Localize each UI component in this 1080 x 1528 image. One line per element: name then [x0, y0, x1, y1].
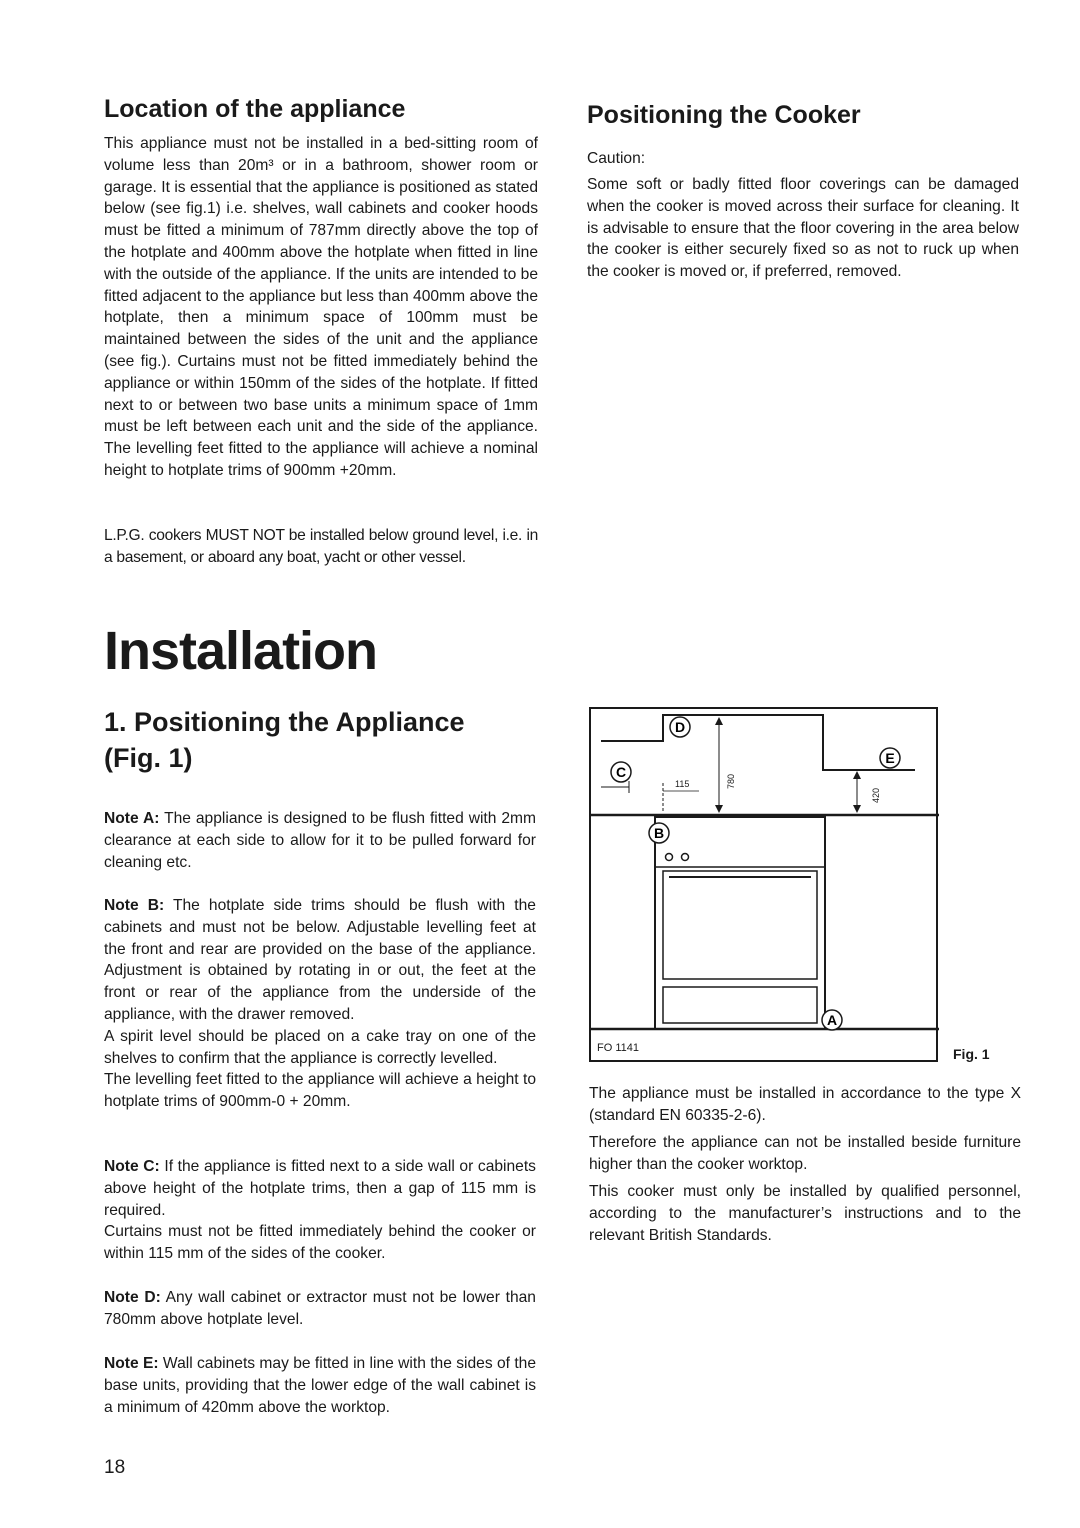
wall-cabinet-outline	[601, 715, 915, 770]
location-paragraph: This appliance must not be installed in a bed-sitting room of volume less than 20m³ or in a bathroom, shower room or garage. It is essential that the appliance is positioned as stated below (see fig.1) i.e. shelves, wall cabinets and cooker hoods must be fitted a minimum of 787mm directly above the top of the hotplate and 400mm above the hotplate when fitted in line with the outside of the appliance. If the units are intended to be fitted adjacent to the appliance but less than 400mm above the hotplate, then a minimum space of 100mm must be maintained between the sides of the unit and the appliance (see fig.). Curtains must not be fitted immediately behind the appliance or within 150mm of the sides of the hotplate. If fitted next to or between two base units a minimum space of 1mm must be left between each unit and the side of the appliance. The levelling feet fitted to the appliance will achieve a nominal height to hotplate trims of 900mm +20mm.	[104, 135, 538, 479]
note-c-para2: Curtains must not be fitted immediately behind the cooker or within 115 mm of the sides of the cooker.	[104, 1223, 536, 1263]
cooker-body	[655, 817, 825, 1029]
page-title: Installation	[104, 621, 378, 681]
note-a-label: Note A:	[104, 810, 160, 827]
dim-115-label: 115	[675, 779, 690, 789]
knob-2-icon	[682, 854, 689, 861]
svg-text:D: D	[674, 719, 686, 735]
svg-text:C: C	[615, 764, 627, 780]
installation-diagram	[589, 707, 939, 1063]
note-e	[104, 1353, 536, 1418]
note-e-label: Note E:	[104, 1355, 159, 1372]
section-heading	[104, 704, 544, 776]
caution-label: Caution:	[587, 150, 646, 167]
location-heading: Location of the appliance	[104, 95, 406, 123]
note-d-text: Any wall cabinet or extractor must not be lower than 780mm above hotplate level.	[104, 1289, 536, 1328]
note-b-label: Note B:	[104, 897, 165, 914]
note-a-text: The appliance is designed to be flush fitted with 2mm clearance at each side to allow for it to be pulled forward for cleaning etc.	[104, 810, 536, 871]
svg-text:A: A	[826, 1012, 838, 1028]
note-e-text: Wall cabinets may be fitted in line with the sides of the base units, providing that the lower edge of the wall cabinet is a minimum of 420mm above the worktop.	[104, 1355, 537, 1416]
drawer	[663, 987, 817, 1023]
label-a	[822, 1010, 842, 1030]
note-b-text: The hotplate side trims should be flush with the cabinets and must not be below. Adjustable levelling feet at the front and rear are provided on the base of the appliance. Adjustment is obtained by rotating in or out, the feet at the front or rear of the appliance from the underside of the appliance, with the drawer removed.	[104, 897, 536, 1023]
note-b-para2: A spirit level should be placed on a cake tray on one of the shelves to confirm that the appliance is correctly levelled.	[104, 1027, 536, 1067]
note-b	[104, 895, 536, 1113]
note-a	[104, 808, 536, 873]
page-number: 18	[104, 1457, 126, 1478]
section-heading-line1: 1. Positioning the Appliance	[104, 707, 465, 737]
note-b-para3: The levelling feet fitted to the appliance will achieve a height to hotplate trims of 900mm-0 + 20mm.	[104, 1071, 536, 1111]
figure-code: FO 1141	[597, 1042, 639, 1054]
qualified-personnel-paragraph: This cooker must only be installed by qualified personnel, according to the manufacturer’s instructions and to the relevant British Standards.	[589, 1183, 1021, 1244]
standard-paragraph: The appliance must be installed in accordance to the type X (standard EN 60335-2-6).	[589, 1085, 1021, 1124]
oven-door	[663, 871, 817, 979]
note-d	[104, 1287, 536, 1331]
note-c-text: If the appliance is fitted next to a side wall or cabinets above height of the hotplate trims, then a gap of 115 mm is required.	[104, 1158, 536, 1219]
note-c-para1	[104, 1156, 536, 1221]
knob-1-icon	[666, 854, 673, 861]
section-heading-line2: (Fig. 1)	[104, 743, 193, 773]
furniture-paragraph: Therefore the appliance can not be installed beside furniture higher than the cooker worktop.	[589, 1134, 1021, 1173]
label-d	[670, 717, 690, 737]
caution-text: Some soft or badly fitted floor coverings can be damaged when the cooker is moved across their surface for cleaning. It is advisable to ensure that the floor covering in the area below the cooker is either securely fixed so as not to ruck up when the cooker is moved or, if preferred, removed.	[587, 176, 1019, 281]
label-c	[611, 762, 631, 782]
dim-780-label: 780	[726, 773, 736, 789]
svg-text:B: B	[653, 825, 665, 841]
positioning-cooker-heading: Positioning the Cooker	[587, 101, 861, 129]
note-c-label: Note C:	[104, 1158, 160, 1175]
label-e	[880, 748, 900, 768]
figure-caption: Fig. 1	[953, 1046, 990, 1062]
label-b	[649, 823, 669, 843]
note-c	[104, 1156, 536, 1265]
lpg-paragraph: L.P.G. cookers MUST NOT be installed below ground level, i.e. in a basement, or aboard any boat, yacht or other vessel.	[104, 527, 538, 566]
dim-420-label: 420	[871, 787, 881, 803]
svg-text:E: E	[885, 750, 895, 766]
note-b-para1	[104, 895, 536, 1026]
note-d-label: Note D:	[104, 1289, 161, 1306]
